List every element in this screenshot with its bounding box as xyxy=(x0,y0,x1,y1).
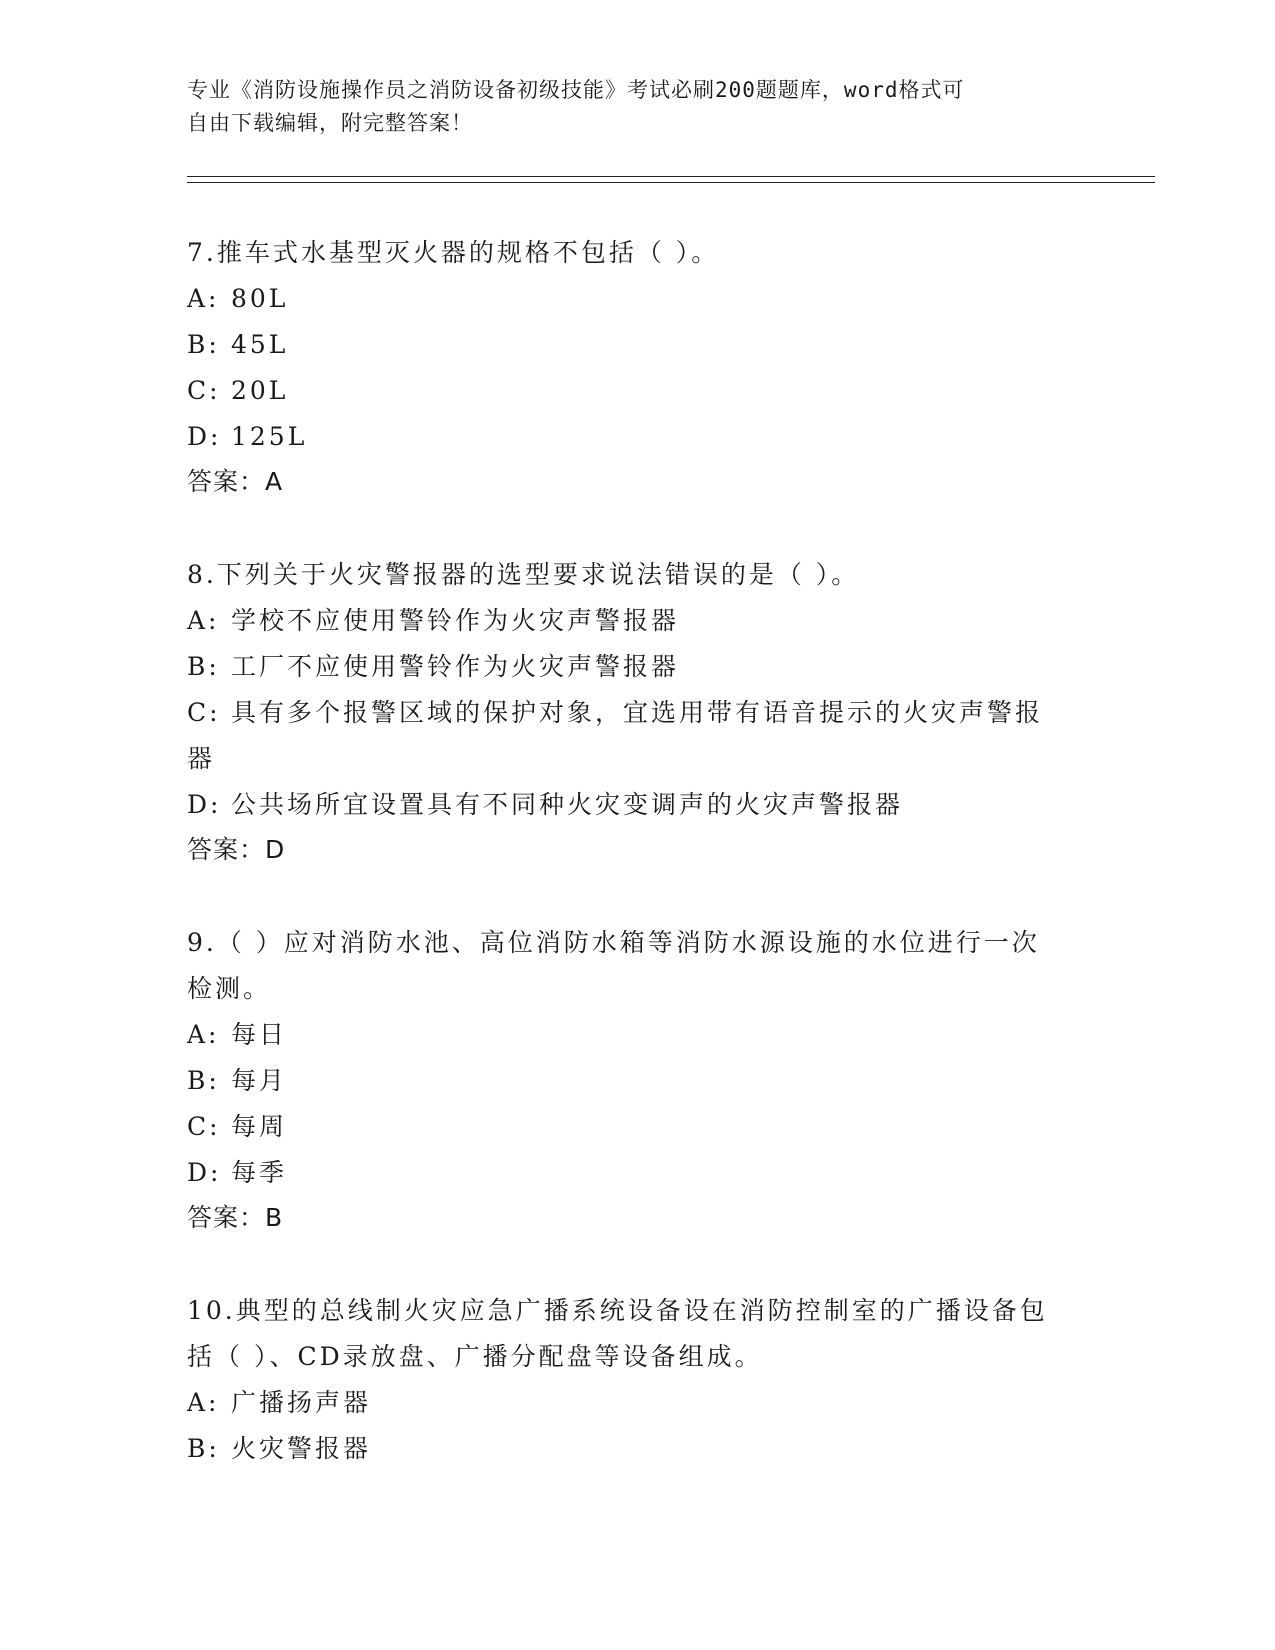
question-7 xyxy=(187,230,1067,504)
option-text: 每季 xyxy=(231,1158,288,1187)
option-text: 公共场所宜设置具有不同种火灾变调声的火灾声警报器 xyxy=(231,790,904,819)
question-stem: 10.典型的总线制火灾应急广播系统设备设在消防控制室的广播设备包括（ ）、CD录放盘、广播分配盘等设备组成。 xyxy=(187,1296,1048,1371)
option-text: 工厂不应使用警铃作为火灾声警报器 xyxy=(231,652,680,681)
option-d xyxy=(187,1150,1067,1196)
header-line-1: 专业《消防设施操作员之消防设备初级技能》考试必刷200题题库，word格式可 xyxy=(187,78,965,102)
option-b xyxy=(187,1058,1067,1104)
option-text: 20L xyxy=(231,376,289,405)
header-divider-bottom xyxy=(187,182,1155,183)
option-key: A: xyxy=(187,1388,220,1417)
option-key: D: xyxy=(187,790,222,819)
option-b xyxy=(187,322,1067,368)
option-c xyxy=(187,368,1067,414)
option-key: B: xyxy=(187,1434,220,1463)
option-key: B: xyxy=(187,1066,220,1095)
question-list xyxy=(187,230,1067,1520)
option-key: C: xyxy=(187,376,221,405)
question-stem: 8.下列关于火灾警报器的选型要求说法错误的是（ ）。 xyxy=(187,560,860,589)
option-key: D: xyxy=(187,422,222,451)
answer-line: 答案：A xyxy=(187,467,284,496)
answer-line: 答案：B xyxy=(187,1203,284,1232)
question-9 xyxy=(187,920,1067,1240)
option-b xyxy=(187,644,1067,690)
option-c xyxy=(187,690,1067,782)
option-b xyxy=(187,1426,1067,1472)
option-text: 火灾警报器 xyxy=(231,1434,372,1463)
option-a xyxy=(187,1012,1067,1058)
option-d xyxy=(187,414,1067,460)
option-c xyxy=(187,1104,1067,1150)
option-text: 125L xyxy=(231,422,308,451)
question-stem: 7.推车式水基型灭火器的规格不包括（ ）。 xyxy=(187,238,720,267)
option-a xyxy=(187,1380,1067,1426)
question-stem: 9.（ ）应对消防水池、高位消防水箱等消防水源设施的水位进行一次检测。 xyxy=(187,928,1040,1003)
header-divider-top xyxy=(187,176,1155,177)
document-header xyxy=(187,74,1087,140)
option-key: D: xyxy=(187,1158,222,1187)
question-10 xyxy=(187,1288,1067,1472)
option-key: C: xyxy=(187,698,221,727)
answer-line: 答案：D xyxy=(187,835,286,864)
option-text: 每月 xyxy=(231,1066,288,1095)
option-text: 45L xyxy=(231,330,289,359)
option-a xyxy=(187,276,1067,322)
option-key: B: xyxy=(187,652,220,681)
option-key: A: xyxy=(187,284,220,313)
option-text: 广播扬声器 xyxy=(231,1388,372,1417)
option-text: 学校不应使用警铃作为火灾声警报器 xyxy=(231,606,680,635)
option-text: 80L xyxy=(231,284,289,313)
option-text: 具有多个报警区域的保护对象，宜选用带有语音提示的火灾声警报器 xyxy=(187,698,1044,773)
option-key: B: xyxy=(187,330,220,359)
header-line-2: 自由下载编辑，附完整答案！ xyxy=(187,111,473,135)
option-key: C: xyxy=(187,1112,221,1141)
option-d xyxy=(187,782,1067,828)
option-text: 每周 xyxy=(231,1112,288,1141)
option-a xyxy=(187,598,1067,644)
question-8 xyxy=(187,552,1067,872)
option-key: A: xyxy=(187,606,220,635)
option-text: 每日 xyxy=(231,1020,288,1049)
option-key: A: xyxy=(187,1020,220,1049)
